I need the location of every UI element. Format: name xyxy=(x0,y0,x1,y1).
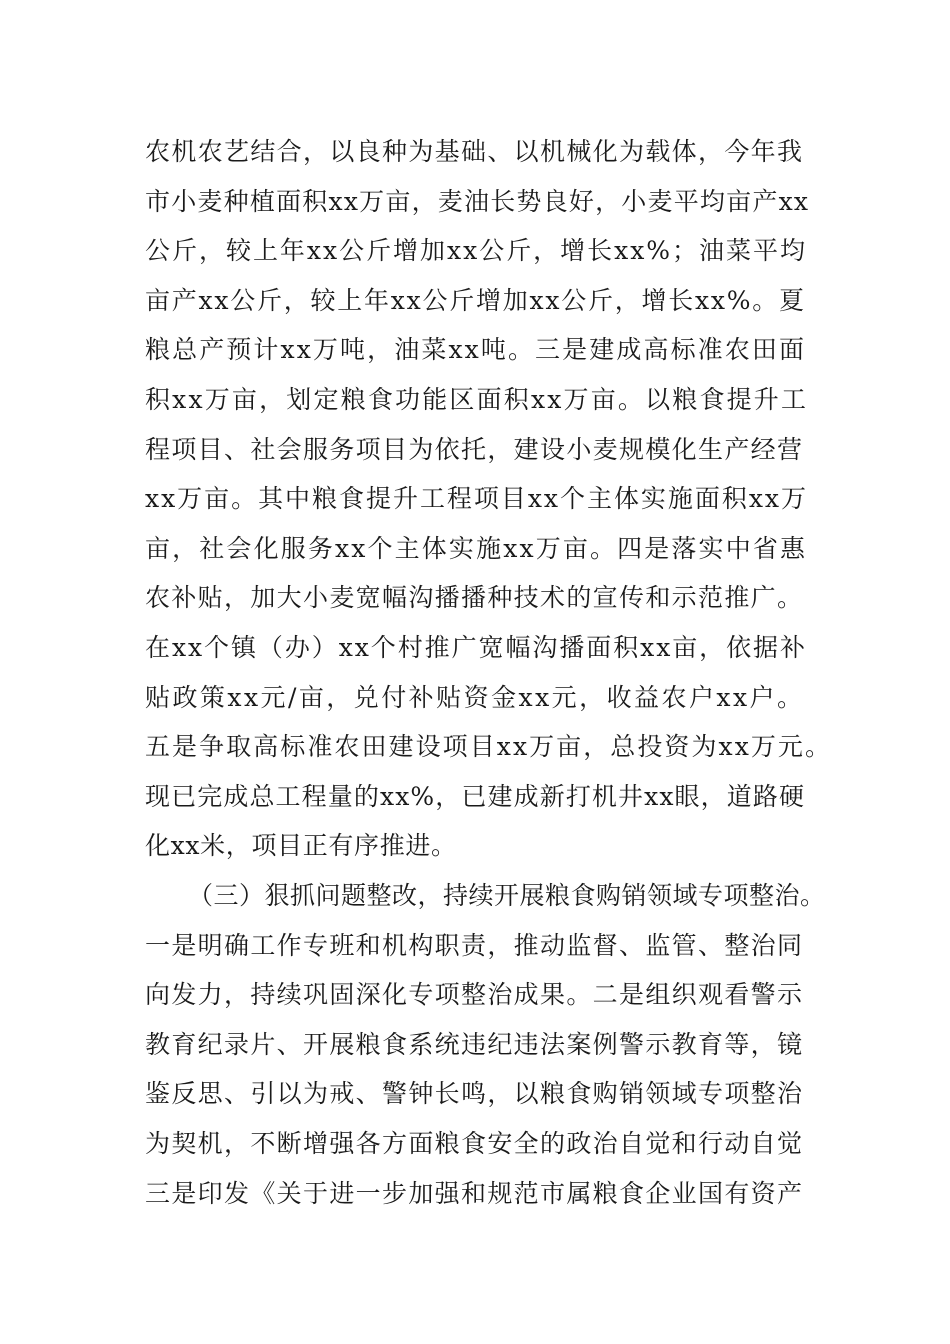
section-heading: （三）狠抓问题整改，持续开展粮食购销领域专项整治。 xyxy=(188,881,826,910)
text-line: 农机农艺结合，以良种为基础、以机械化为载体，今年我 xyxy=(145,137,804,166)
text-line: 积xx万亩，划定粮食功能区面积xx万亩。以粮食提升工 xyxy=(145,385,809,414)
text-line: 一是明确工作专班和机构职责，推动监督、监管、整治同 xyxy=(145,930,804,960)
text-line: 公斤，较上年xx公斤增加xx公斤，增长xx%；油菜平均 xyxy=(145,236,807,266)
text-line: 向发力，持续巩固深化专项整治成果。二是组织观看警示 xyxy=(145,980,804,1010)
text-line: 贴政策xx元/亩，兑付补贴资金xx元，收益农户xx户。 xyxy=(145,682,805,712)
text-line: 粮总产预计xx万吨，油菜xx吨。三是建成高标准农田面 xyxy=(145,335,807,365)
text-line: 农补贴，加大小麦宽幅沟播播种技术的宣传和示范推广。 xyxy=(145,583,804,613)
text-line: 鉴反思、引以为戒、警钟长鸣，以粮食购销领域专项整治 xyxy=(145,1079,804,1109)
text-line: 五是争取高标准农田建设项目xx万亩，总投资为xx万元。 xyxy=(145,732,833,762)
text-line: xx万亩。其中粮食提升工程项目xx个主体实施面积xx万 xyxy=(145,484,808,514)
text-line: 亩产xx公斤，较上年xx公斤增加xx公斤，增长xx%。夏 xyxy=(145,285,806,315)
text-line: 为契机，不断增强各方面粮食安全的政治自觉和行动自觉 xyxy=(145,1129,804,1158)
text-line: 化xx米，项目正有序推进。 xyxy=(145,831,457,861)
text-line: 教育纪录片、开展粮食系统违纪违法案例警示教育等，镜 xyxy=(145,1029,804,1059)
text-line: 在xx个镇（办）xx个村推广宽幅沟播面积xx亩，依据补 xyxy=(145,633,807,662)
text-line: 程项目、社会服务项目为依托，建设小麦规模化生产经营 xyxy=(145,434,804,464)
text-line: 亩，社会化服务xx个主体实施xx万亩。四是落实中省惠 xyxy=(145,533,808,563)
text-line: 现已完成总工程量的xx%，已建成新打机井xx眼，道路硬 xyxy=(145,781,806,811)
text-line: 三是印发《关于进一步加强和规范市属粮食企业国有资产 xyxy=(145,1178,804,1208)
text-line: 市小麦种植面积xx万亩，麦油长势良好，小麦平均亩产xx xyxy=(145,186,810,216)
